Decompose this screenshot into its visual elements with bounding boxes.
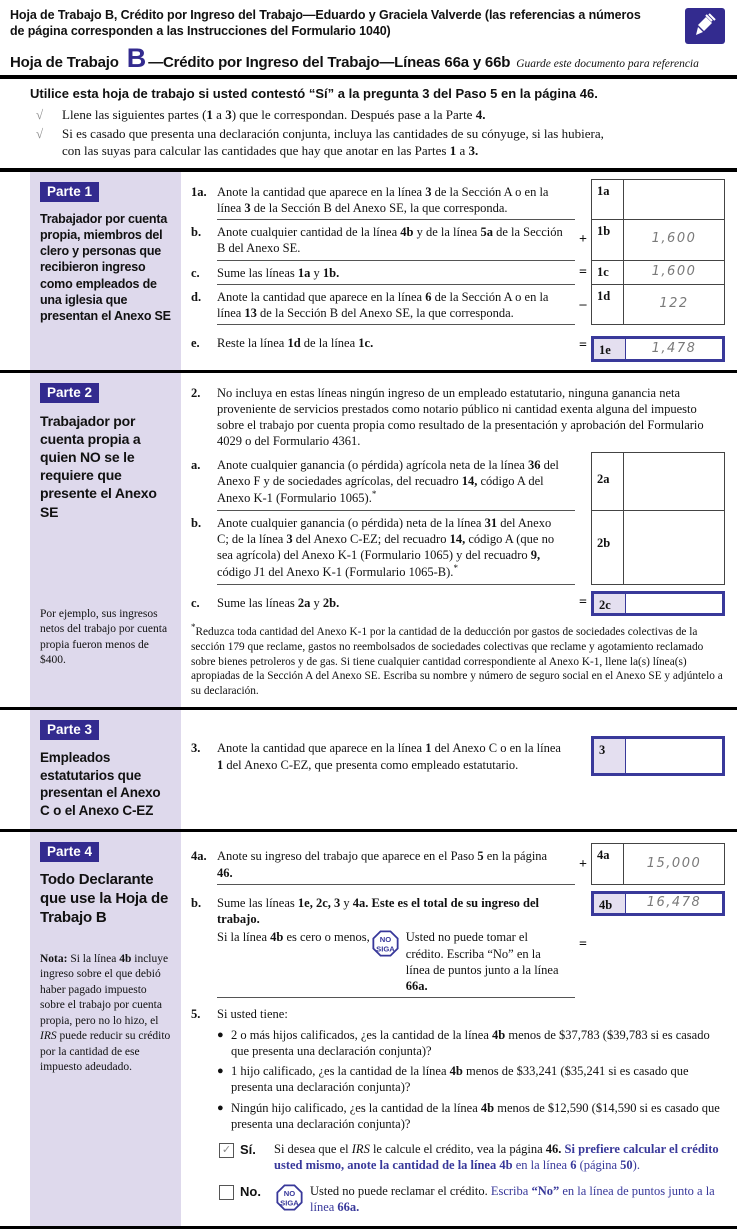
line-2c-box[interactable] [591,591,725,616]
line-1b-text: Anote cualquier cantidad de la línea 4b y de la línea 5a de la Sección B del Anexo SE. [217,220,575,261]
operator [575,180,591,221]
line-4a-text: Anote su ingreso del trabajo que aparece en el Paso 5 en la página 46. [217,844,575,885]
no-siga-icon [372,930,399,961]
line-2b-row [191,511,725,585]
part-1-sidebar [30,172,181,370]
k1-footnote: *Reduzca toda cantidad del Anexo K-1 por la cantidad de la deducción por gastos de sociedades colectivas de la sección 179 que reclame, gastos no reembolsados de sociedades colectivas que reclame y agotamiento reclamado sobre bienes petroleros y de gas. Si tiene cualquier cantidad correspondiente al Anexo K-1, llene la(s) línea(s) apropiadas de la Sección A del Anexo SE. Escriba su nombre y número de seguro social en el Anexo SE y adjúntelo a su declaración. [191,621,723,698]
line-4a-row [191,844,725,885]
line-4a-value[interactable]: 15,000 [646,855,702,871]
part-2-sidebar [30,373,181,708]
line-2b-box-label: 2b [592,511,624,584]
line-1a-number: 1a. [191,184,207,199]
line-1b-box-label: 1b [592,220,624,260]
line-1d-value[interactable]: 122 [659,296,689,312]
part-2-sidebar-title: Trabajador por cuenta propia a quien NO se le requiere que presente el Anexo SE [40,412,157,520]
intro-instruction: Utilice esta hoja de trabajo si usted contestó “Sí” a la pregunta 3 del Paso 5 en la página 46. [30,86,598,101]
equals-operator: = [579,264,587,280]
line-2c-box-label: 2c [594,594,626,613]
question-5 [191,1002,725,1218]
line-1a-box-label: 1a [592,180,624,220]
line-2b-number: b. [191,515,202,530]
worksheet-title [0,44,737,79]
line-4b-no-credit-text: Usted no puede tomar el crédito. Escriba “No” en la línea de puntos junto a la línea 66a. [405,930,559,994]
bullet-no-children-text: Ningún hijo calificado, ¿es la cantidad de la línea 4b menos de $12,590 ($14,590 si es casado que presenta una declaración conjunta)? [231,1100,720,1131]
no-instructions: Usted no puede reclamar el crédito. Escriba “No” en la línea de puntos junto a la línea 66a. [310,1183,715,1214]
line-2b-text: Anote cualquier ganancia (o pérdida) neta de la línea 31 del Anexo C; de la línea 3 del Anexo C-EZ; del recuadro 14, código A (que no sea agrícola) del Anexo K-1 (Formulario 1065) y del recuadro 9, código J1 del Anexo K-1 (Formulario 1065-B).* [217,511,575,585]
bullet-one-child-text: 1 hijo calificado, ¿es la cantidad de la línea 4b menos de $33,241 ($35,241 si es casado que presenta una declaración conjunta)? [231,1064,689,1095]
line-1d-text: Anote la cantidad que aparece en la línea 6 de la Sección A o en la línea 13 de la Sección B del Anexo SE, la que corresponda. [217,285,575,326]
part-4 [0,832,737,1229]
part-2-sidebar-note: Por ejemplo, sus ingresos netos del trabajo por cuenta propia fueron menos de $400. [40,607,168,667]
line-4b-number: b. [191,895,202,910]
part-3 [0,710,737,832]
yes-instructions: Si desea que el IRS le calcule el crédito, vea la página 46. Si prefiere calcular el crédito usted mismo, anote la cantidad de la línea 4b en la línea 6 (página 50). [274,1142,719,1173]
line-2c-row [191,591,725,616]
intro-bullet-2 [30,126,725,160]
line-1a-value[interactable] [624,180,724,220]
line-1a-box[interactable] [591,179,725,221]
title-prefix: Hoja de Trabajo [10,54,119,71]
part-4-sidebar-title: Todo Declarante que use la Hoja de Trabajo B [40,871,169,926]
line-2a-text: Anote cualquier ganancia (o pérdida) agrícola neta de la línea 36 del Anexo F y de sociedades agrícolas, del recuadro 14, código A del Anexo K-1 (Formulario 1065).* [217,453,575,511]
part-2-badge: Parte 2 [40,383,99,403]
minus-operator: – [579,297,587,313]
operator [575,453,591,511]
line-1b-number: b. [191,225,202,240]
bullet-two-children-text: 2 o más hijos calificados, ¿es la cantidad de la línea 4b menos de $37,783 ($39,783 si es casado que presenta una declaración conjunta)? [231,1027,710,1058]
pencil-icon [685,8,725,44]
part-3-sidebar [30,710,181,829]
line-1c-box-label: 1c [592,261,624,284]
line-4a-box-label: 4a [592,844,624,884]
plus-operator: + [579,856,587,872]
line-1c-value[interactable]: 1,600 [651,263,697,279]
bullet-icon: ● [217,1065,224,1078]
line-1c-box[interactable] [591,260,725,285]
line-1e-text: Reste la línea 1d de la línea 1c. [217,336,374,351]
operator [575,511,591,585]
line-1d-box[interactable] [591,284,725,326]
line-5-lead: Si usted tiene: [217,1007,288,1022]
line-5-bullets [217,1027,725,1133]
bullet-icon: ● [217,1028,224,1041]
part-4-sidebar-note: Nota: Si la línea 4b incluye ingreso sobre el que debió haber pagado impuesto sobre el trabajo por cuenta propia, pero no lo hizo, el IRS puede reducir su crédito por la cantidad de ese impuesto adeudado. [40,952,171,1074]
line-1a-text: Anote la cantidad que aparece en la línea 3 de la Sección A o en la línea 3 de la Sección B del Anexo SE, la que corresponda. [217,180,575,221]
title-keep-note: Guarde este documento para referencia [516,58,699,70]
line-2c-value[interactable] [626,594,722,613]
line-4b-value[interactable]: 16,478 [646,895,702,911]
line-1e-row [191,331,725,361]
part-1-sidebar-title: Trabajador por cuenta propia, miembros del clero y personas que recibieron ingreso como empleados de una iglesia que presentan el Anexo SE [40,211,171,324]
equals-operator: = [579,936,587,952]
equals-operator: = [579,595,587,611]
line-4b-text [217,891,575,999]
intro-bullet-2-text: Si es casado que presenta una declaración conjunta, incluya las cantidades de su cónyuge, si las hubiera, con las suyas para calcular las cantidades que hay que anotar en las Partes 1 a 3. [62,125,604,158]
svg-text:NO: NO [283,1188,296,1198]
line-2a-box[interactable] [591,452,725,511]
line-2-number: 2. [191,385,201,400]
line-4b-box[interactable] [591,891,725,916]
page-header [0,0,737,44]
line-2-intro [191,381,725,453]
line-5-number: 5. [191,1007,201,1022]
line-1e-number: e. [191,336,200,351]
plus-operator: + [579,232,587,248]
line-4b-row [191,891,725,999]
part-3-badge: Parte 3 [40,720,99,740]
line-2a-row [191,453,725,511]
checkmark-icon: √ [36,125,44,141]
part-4-badge: Parte 4 [40,842,99,862]
part-4-sidebar [30,832,181,1226]
svg-text:NO: NO [379,935,391,945]
intro-bullet-1 [30,107,725,124]
part-2 [0,373,737,711]
line-4a-box[interactable] [591,843,725,885]
line-3-text: Anote la cantidad que aparece en la línea 1 del Anexo C o en la línea 1 del Anexo C-EZ, que presenta como empleado estatutario. [217,741,561,772]
no-label: No. [240,1183,261,1199]
line-1e-box[interactable] [591,336,725,361]
line-4a-number: 4a. [191,849,207,864]
line-2c-text: Sume las líneas 2a y 2b. [217,595,340,610]
line-1b-row [191,220,725,261]
line-1e-value[interactable]: 1,478 [651,340,697,356]
line-1d-row [191,285,725,326]
line-1b-value[interactable]: 1,600 [651,231,697,247]
yes-answer-row [217,1141,725,1174]
line-4b-box-label: 4b [594,894,626,913]
equals-operator: = [579,338,587,354]
header-caption: Hoja de Trabajo B, Crédito por Ingreso del Trabajo—Eduardo y Graciela Valverde (las referencias a números de página corresponden a las Instrucciones del Formulario 1040) [10,8,641,38]
intro-section [0,79,737,172]
bullet-icon: ● [217,1101,224,1114]
intro-bullet-1-text: Llene las siguientes partes (1 a 3) que le correspondan. Después pase a la Parte 4. [62,107,486,122]
line-2b-box[interactable] [591,510,725,585]
line-1d-number: d. [191,289,202,304]
operator [575,736,591,776]
part-1-badge: Parte 1 [40,182,99,202]
line-1d-box-label: 1d [592,285,624,325]
line-2a-box-label: 2a [592,453,624,510]
bullet-no-children [217,1100,725,1133]
line-1a-row [191,180,725,221]
checkmark-icon: √ [36,107,44,122]
line-2-text: No incluya en estas líneas ningún ingreso de un empleado estatutario, ninguna ganancia neta proveniente de servicios prestados como notario público ni cantidad exenta alguna del impuesto sobre el trabajo por cuenta propia como resultado de la presentación y aprobación del Formulario 4029 o del Formulario 4361. [217,385,704,449]
part-1 [0,172,737,373]
line-4b-zero-condition: Si la línea 4b es cero o menos, [217,930,370,945]
line-3-value[interactable] [626,739,722,773]
title-rest: —Crédito por Ingreso del Trabajo—Líneas 66a y 66b [148,54,511,71]
line-4b-sum-instruction: Sume las líneas 1e, 2c, 3 y 4a. Este es el total de su ingreso del trabajo. [217,895,539,927]
no-checkbox[interactable] [219,1185,234,1200]
line-1c-number: c. [191,265,200,280]
line-2a-value[interactable] [624,453,724,510]
line-1c-row [191,261,725,285]
line-3-box-label: 3 [594,739,626,773]
svg-text:SIGA: SIGA [375,945,395,955]
title-letter-b: B [126,43,147,73]
line-2c-number: c. [191,595,200,610]
svg-text:SIGA: SIGA [280,1198,299,1208]
line-1c-text: Sume las líneas 1a y 1b. [217,261,575,285]
bullet-one-child [217,1063,725,1096]
line-1b-box[interactable] [591,219,725,261]
line-3-box[interactable] [591,736,725,776]
line-4b-stop-note [217,929,565,994]
yes-label: Sí. [240,1142,256,1158]
line-3-number: 3. [191,741,201,756]
bullet-two-children [217,1027,725,1060]
line-2a-number: a. [191,457,201,472]
line-3-row [191,736,725,776]
line-2b-value[interactable] [624,511,724,584]
no-siga-icon [276,1184,303,1216]
line-1e-box-label: 1e [594,339,626,358]
no-answer-row [217,1183,725,1216]
part-3-sidebar-title: Empleados estatutarios que presentan el Anexo C o el Anexo C-EZ [40,750,161,818]
yes-checkbox[interactable]: ✓ [219,1143,234,1158]
